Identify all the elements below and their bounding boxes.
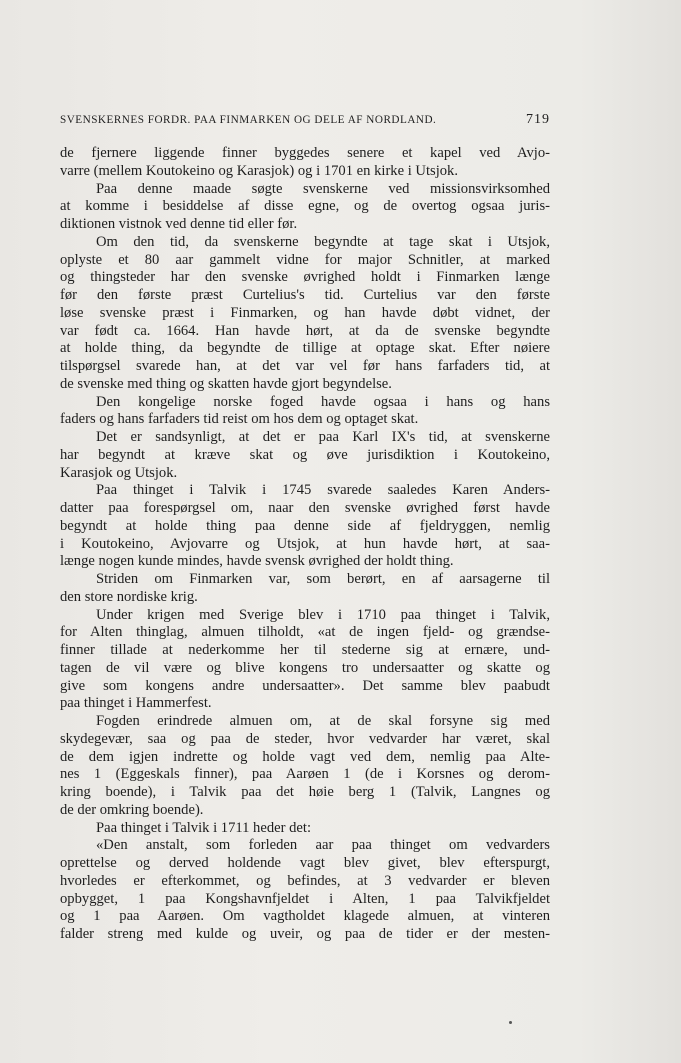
text-line: Om den tid, da svenskerne begyndte at tage skat i Utsjok, [96,233,550,250]
text-line: Den kongelige norske foged havde ogsaa i hans og hans [96,393,550,410]
text-line: Karasjok og Utsjok. [60,464,178,481]
text-line: diktionen vistnok ved denne tid eller før. [60,216,298,232]
text-line: nes 1 (Eggeskals finner), paa Aarøen 1 (de i Korsnes og derom- [60,766,550,783]
text-line: tilspørgsel svarede han, at det var vel før hans farfaders tid, at [60,358,550,374]
text-line: den store nordiske krig. [60,588,198,605]
text-line: i Koutokeino, Avjovarre og Utsjok, at hun havde hørt, at saa- [60,535,550,552]
text-line: paa thinget i Hammerfest. [60,695,212,712]
text-line: varre (mellem Koutokeino og Karasjok) og i 1701 en kirke i Utsjok. [60,162,458,179]
text-line: oprettelse og derved holdende vagt blev givet, blev efterspurgt, [60,855,550,871]
text-line: oplyste et 80 aar gammelt vidne for major Schnitler, at marked [60,251,550,268]
text-line: Fogden erindrede almuen om, at de skal forsyne sig med [96,713,550,729]
text-line: har begyndt at kræve skat og øve jurisdiktion i Koutokeino, [60,446,550,463]
text-line: begyndt at holde thing paa denne side af fjeldryggen, nemlig [60,517,550,534]
text-line: de dem igjen indrette og holde vagt ved dem, nemlig paa Alte- [60,748,550,765]
page-number: 719 [526,112,550,127]
text-line: datter paa forespørgsel om, naar den svenske øvrighed først havde [60,500,550,516]
text-line: Paa thinget i Talvik i 1711 heder det: [96,819,312,836]
text-line: finner tillade at nederkomme her til stederne sig at ernære, und- [60,642,550,658]
text-line: opbygget, 1 paa Kongshavnfjeldet i Alten, 1 paa Talvikfjeldet [60,890,550,907]
text-line: Det er sandsynligt, at det er paa Karl IX's tid, at svenskerne [96,429,550,445]
text-line: skydegevær, saa og paa de steder, hvor vedvarder har været, skal [60,730,550,747]
text-line: længe nogen kunde mindes, havde svensk øvrighed der holdt thing. [60,553,454,570]
text-line: de svenske med thing og skatten havde gjort begyndelse. [60,375,392,392]
text-line: Striden om Finmarken var, som berørt, en af aarsagerne til [96,571,550,587]
text-line: før den første præst Curtelius's tid. Curtelius var den første [60,287,550,303]
running-title: SVENSKERNES FORDR. PAA FINMARKEN OG DELE AF NORDLAND. [60,114,437,126]
text-line: og 1 paa Aarøen. Om vagtholdet klagede almuen, at vinteren [60,908,550,925]
text-line: for Alten thinglag, almuen tilholdt, «at de ingen fjeld- og grændse- [60,624,550,641]
text-line: de der omkring boende). [60,801,204,818]
text-line: Paa thinget i Talvik i 1745 svarede saaledes Karen Anders- [96,482,550,499]
text-line: at holde thing, da begyndte de tillige at optage skat. Efter nøiere [60,340,550,357]
text-line: de fjernere liggende finner byggedes senere et kapel ved Avjo- [60,145,550,161]
text-line: faders og hans farfaders tid reist om hos dem og optaget skat. [60,411,419,428]
text-line: Paa denne maade søgte svenskerne ved missionsvirksomhed [96,180,550,197]
body-text [60,145,550,944]
text-line: og thingsteder har den svenske øvrighed holdt i Finmarken længe [60,269,550,286]
running-header [60,112,550,128]
text-line: at komme i besiddelse af disse egne, og de overtog ogsaa juris- [60,198,550,215]
speck-mark [509,1021,512,1024]
text-line: falder streng med kulde og uveir, og paa de tider er der mesten- [60,926,550,942]
text-line: løse svenske præst i Finmarken, og han havde døbt vidnet, der [60,304,550,321]
text-line: «Den anstalt, som forleden aar paa thinget om vedvarders [96,837,550,854]
text-line: Under krigen med Sverige blev i 1710 paa thinget i Talvik, [96,606,550,623]
text-line: tagen de vil være og blive kongens tro undersaatter og skatte og [60,659,550,676]
text-line: var født ca. 1664. Han havde hørt, at da de svenske begyndte [60,322,550,339]
text-line: kring boende), i Talvik paa det høie berg 1 (Talvik, Langnes og [60,784,550,800]
text-line: give som kongens andre undersaatter». Det samme blev paabudt [60,677,550,694]
text-line: hvorledes er efterkommet, og befindes, at 3 vedvarder er bleven [60,872,550,889]
